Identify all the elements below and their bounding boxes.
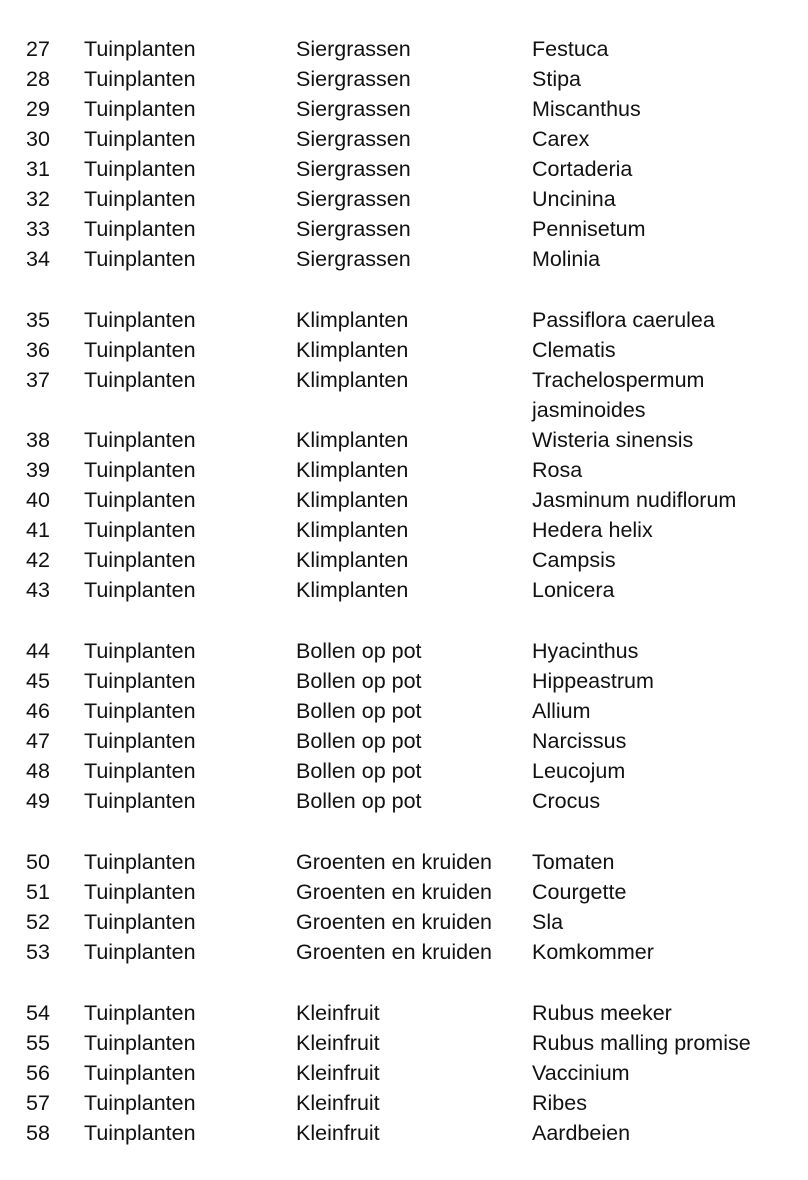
group-klimplanten xyxy=(0,305,808,605)
row-number: 49 xyxy=(26,789,50,813)
row-number: 46 xyxy=(26,699,50,723)
table-row xyxy=(0,305,808,335)
plant-cell: Molinia xyxy=(532,247,601,271)
category-cell: Tuinplanten xyxy=(84,1001,196,1025)
plant-cell: Stipa xyxy=(532,67,582,91)
table-row xyxy=(0,515,808,545)
table-row xyxy=(0,786,808,816)
category-cell: Tuinplanten xyxy=(84,1121,196,1145)
category-cell: Tuinplanten xyxy=(84,308,196,332)
group-groenten-en-kruiden xyxy=(0,847,808,967)
row-number: 37 xyxy=(26,368,50,392)
subcategory-cell: Klimplanten xyxy=(296,368,409,392)
plant-cell: Pennisetum xyxy=(532,217,646,241)
table-row xyxy=(0,696,808,726)
category-cell: Tuinplanten xyxy=(84,578,196,602)
row-number: 54 xyxy=(26,1001,50,1025)
category-cell: Tuinplanten xyxy=(84,488,196,512)
row-number: 32 xyxy=(26,187,50,211)
plant-cell: Allium xyxy=(532,699,591,723)
table-row xyxy=(0,94,808,124)
subcategory-cell: Klimplanten xyxy=(296,518,409,542)
plant-cell: Ribes xyxy=(532,1091,587,1115)
table-row xyxy=(0,847,808,877)
category-cell: Tuinplanten xyxy=(84,338,196,362)
subcategory-cell: Kleinfruit xyxy=(296,1061,380,1085)
row-number: 28 xyxy=(26,67,50,91)
row-number: 55 xyxy=(26,1031,50,1055)
table-row xyxy=(0,214,808,244)
plant-cell: Sla xyxy=(532,910,564,934)
category-cell: Tuinplanten xyxy=(84,729,196,753)
subcategory-cell: Siergrassen xyxy=(296,217,411,241)
subcategory-cell: Siergrassen xyxy=(296,127,411,151)
group-bollen-op-pot xyxy=(0,636,808,816)
category-cell: Tuinplanten xyxy=(84,67,196,91)
category-cell: Tuinplanten xyxy=(84,217,196,241)
subcategory-cell: Bollen op pot xyxy=(296,729,422,753)
plant-cell: Uncinina xyxy=(532,187,616,211)
subcategory-cell: Bollen op pot xyxy=(296,789,422,813)
row-number: 43 xyxy=(26,578,50,602)
row-number: 45 xyxy=(26,669,50,693)
category-cell: Tuinplanten xyxy=(84,940,196,964)
row-number: 40 xyxy=(26,488,50,512)
plant-cell: Lonicera xyxy=(532,578,615,602)
plant-cell: Hyacinthus xyxy=(532,639,639,663)
plant-cell: Carex xyxy=(532,127,590,151)
table-row xyxy=(0,756,808,786)
row-number: 52 xyxy=(26,910,50,934)
row-number: 48 xyxy=(26,759,50,783)
table-row xyxy=(0,425,808,455)
plant-cell: Jasminum nudiflorum xyxy=(532,488,737,512)
table-row xyxy=(0,877,808,907)
plant-cell: Hedera helix xyxy=(532,518,653,542)
row-number: 35 xyxy=(26,308,50,332)
category-cell: Tuinplanten xyxy=(84,850,196,874)
row-number: 57 xyxy=(26,1091,50,1115)
plant-cell: Rosa xyxy=(532,458,583,482)
category-cell: Tuinplanten xyxy=(84,639,196,663)
row-number: 44 xyxy=(26,639,50,663)
row-number: 47 xyxy=(26,729,50,753)
plant-cell: Leucojum xyxy=(532,759,626,783)
category-cell: Tuinplanten xyxy=(84,368,196,392)
table-row xyxy=(0,335,808,365)
subcategory-cell: Kleinfruit xyxy=(296,1031,380,1055)
table-row xyxy=(0,1058,808,1088)
category-cell: Tuinplanten xyxy=(84,187,196,211)
category-cell: Tuinplanten xyxy=(84,37,196,61)
subcategory-cell: Siergrassen xyxy=(296,157,411,181)
subcategory-cell: Siergrassen xyxy=(296,187,411,211)
table-row xyxy=(0,244,808,274)
row-number: 41 xyxy=(26,518,50,542)
table-row xyxy=(0,907,808,937)
subcategory-cell: Bollen op pot xyxy=(296,759,422,783)
row-number: 51 xyxy=(26,880,50,904)
plant-cell: Passiflora caerulea xyxy=(532,308,715,332)
plant-cell: Tomaten xyxy=(532,850,615,874)
subcategory-cell: Groenten en kruiden xyxy=(296,850,493,874)
row-number: 58 xyxy=(26,1121,50,1145)
category-cell: Tuinplanten xyxy=(84,157,196,181)
row-number: 29 xyxy=(26,97,50,121)
subcategory-cell: Siergrassen xyxy=(296,37,411,61)
plant-cell: Wisteria sinensis xyxy=(532,428,694,452)
category-cell: Tuinplanten xyxy=(84,97,196,121)
plant-cell: Cortaderia xyxy=(532,157,633,181)
subcategory-cell: Kleinfruit xyxy=(296,1091,380,1115)
row-number: 34 xyxy=(26,247,50,271)
subcategory-cell: Kleinfruit xyxy=(296,1121,380,1145)
plant-cell: Miscanthus xyxy=(532,97,641,121)
subcategory-cell: Siergrassen xyxy=(296,67,411,91)
plant-list xyxy=(0,34,808,1148)
subcategory-cell: Klimplanten xyxy=(296,578,409,602)
table-row xyxy=(0,998,808,1028)
category-cell: Tuinplanten xyxy=(84,247,196,271)
row-number: 42 xyxy=(26,548,50,572)
category-cell: Tuinplanten xyxy=(84,910,196,934)
row-number: 39 xyxy=(26,458,50,482)
table-row xyxy=(0,1118,808,1148)
plant-cell: Campsis xyxy=(532,548,616,572)
table-row xyxy=(0,1028,808,1058)
subcategory-cell: Klimplanten xyxy=(296,488,409,512)
category-cell: Tuinplanten xyxy=(84,789,196,813)
plant-cell: Rubus meeker xyxy=(532,1001,672,1025)
subcategory-cell: Klimplanten xyxy=(296,338,409,362)
subcategory-cell: Siergrassen xyxy=(296,247,411,271)
subcategory-cell: Klimplanten xyxy=(296,428,409,452)
table-row xyxy=(0,154,808,184)
category-cell: Tuinplanten xyxy=(84,1061,196,1085)
row-number: 50 xyxy=(26,850,50,874)
subcategory-cell: Klimplanten xyxy=(296,548,409,572)
category-cell: Tuinplanten xyxy=(84,1091,196,1115)
table-row xyxy=(0,666,808,696)
table-row xyxy=(0,124,808,154)
row-number: 33 xyxy=(26,217,50,241)
category-cell: Tuinplanten xyxy=(84,699,196,723)
subcategory-cell: Groenten en kruiden xyxy=(296,940,493,964)
table-row xyxy=(0,365,808,425)
row-number: 31 xyxy=(26,157,50,181)
category-cell: Tuinplanten xyxy=(84,127,196,151)
plant-cell: Hippeastrum xyxy=(532,669,654,693)
plant-cell: Trachelospermum jasminoides xyxy=(532,368,705,422)
table-row xyxy=(0,545,808,575)
plant-cell: Crocus xyxy=(532,789,601,813)
category-cell: Tuinplanten xyxy=(84,759,196,783)
table-row xyxy=(0,455,808,485)
category-cell: Tuinplanten xyxy=(84,518,196,542)
plant-cell: Narcissus xyxy=(532,729,627,753)
row-number: 30 xyxy=(26,127,50,151)
subcategory-cell: Groenten en kruiden xyxy=(296,910,493,934)
plant-cell: Komkommer xyxy=(532,940,654,964)
subcategory-cell: Groenten en kruiden xyxy=(296,880,493,904)
table-row xyxy=(0,726,808,756)
subcategory-cell: Kleinfruit xyxy=(296,1001,380,1025)
plant-cell: Aardbeien xyxy=(532,1121,631,1145)
row-number: 38 xyxy=(26,428,50,452)
category-cell: Tuinplanten xyxy=(84,1031,196,1055)
category-cell: Tuinplanten xyxy=(84,458,196,482)
subcategory-cell: Bollen op pot xyxy=(296,669,422,693)
table-row xyxy=(0,184,808,214)
plant-cell: Festuca xyxy=(532,37,609,61)
table-row xyxy=(0,937,808,967)
subcategory-cell: Siergrassen xyxy=(296,97,411,121)
category-cell: Tuinplanten xyxy=(84,428,196,452)
subcategory-cell: Klimplanten xyxy=(296,458,409,482)
subcategory-cell: Bollen op pot xyxy=(296,699,422,723)
category-cell: Tuinplanten xyxy=(84,880,196,904)
group-kleinfruit xyxy=(0,998,808,1148)
plant-cell: Vaccinium xyxy=(532,1061,630,1085)
category-cell: Tuinplanten xyxy=(84,669,196,693)
subcategory-cell: Klimplanten xyxy=(296,308,409,332)
plant-cell: Courgette xyxy=(532,880,627,904)
table-row xyxy=(0,1088,808,1118)
plant-cell: Clematis xyxy=(532,338,616,362)
row-number: 53 xyxy=(26,940,50,964)
table-row xyxy=(0,64,808,94)
subcategory-cell: Bollen op pot xyxy=(296,639,422,663)
table-row xyxy=(0,575,808,605)
plant-cell: Rubus malling promise xyxy=(532,1031,751,1055)
row-number: 36 xyxy=(26,338,50,362)
table-row xyxy=(0,636,808,666)
table-row xyxy=(0,34,808,64)
table-row xyxy=(0,485,808,515)
category-cell: Tuinplanten xyxy=(84,548,196,572)
row-number: 56 xyxy=(26,1061,50,1085)
row-number: 27 xyxy=(26,37,50,61)
group-siergrassen xyxy=(0,34,808,274)
